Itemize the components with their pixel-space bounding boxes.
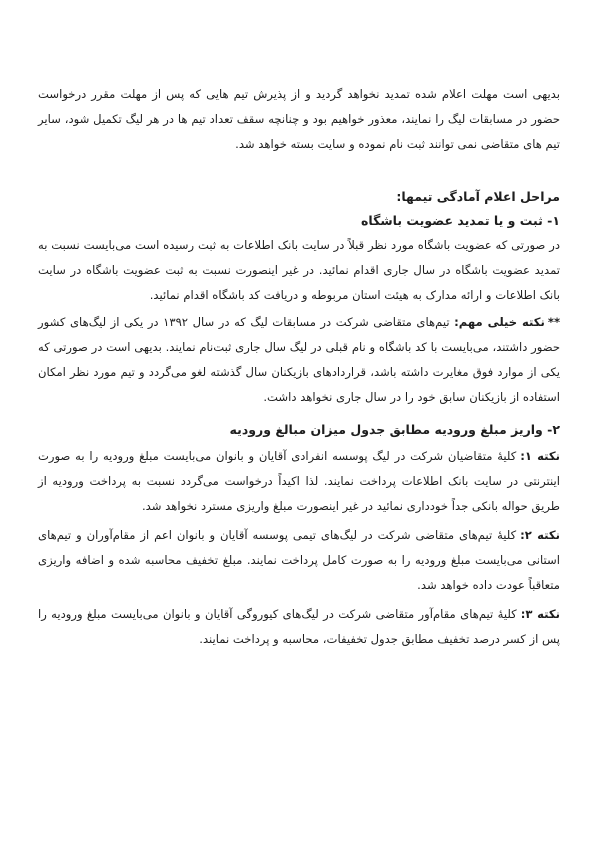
note-2 xyxy=(38,523,560,598)
note-2-label: نکته ۲: xyxy=(520,528,560,542)
note-3 xyxy=(38,602,560,652)
important-note-text: تیم‌های متقاضی شرکت در مسابقات لیگ که در سال ۱۳۹۲ در یکی از لیگ‌های کشور حضور داشتند، می‌بایست با کد باشگاه و نام قبلی در لیگ سال جاری ثبت‌نام نمایند. بدیهی است در صورتی که یکی از موارد فوق مغایرت داشته باشد، قراردادهای بازیکنان سال گذشته لغو می‌گردد و تیم مورد نظر امکان استفاده از بازیکنان سابق خود را در سال جاری نخواهد داشت. xyxy=(38,315,560,404)
note-3-text: کلیهٔ تیم‌های مقام‌آور متقاضی شرکت در لیگ‌های کیوروگی آقایان و بانوان می‌بایست مبلغ ورودیه را پس از کسر درصد تخفیف مطابق جدول تخفیفات، محاسبه و پرداخت نمایند. xyxy=(38,607,560,646)
step1-heading: ۱- ثبت و یا تمدید عضویت باشگاه xyxy=(361,213,560,228)
intro-paragraph: بدیهی است مهلت اعلام شده تمدید نخواهد گردید و از پذیرش تیم هایی که پس از مهلت مقرر درخواست حضور در مسابقات لیگ را نمایند، معذور خواهیم بود و چنانچه سقف تعداد تیم ها در هر لیگ تکمیل شود، سایر تیم های متقاضی نمی توانند ثبت نام نموده و سایت بسته خواهد شد. xyxy=(38,87,560,151)
step2-notes xyxy=(38,444,560,652)
stages-heading: مراحل اعلام آمادگی تیمها: xyxy=(396,189,560,204)
note-3-label: نکته ۳: xyxy=(520,607,561,621)
note-1-text: کلیهٔ متقاضیان شرکت در لیگ پوسسه انفرادی آقایان و بانوان می‌بایست مبلغ ورودیه را به صورت اینترنتی در سایت بانک اطلاعات پرداخت نمایند. لذا اکیداً درخواست می‌گردد نسبت به پرداخت ورودیه از طریق حواله بانکی جداً خودداری نمائید در غیر اینصورت مبلغ واریزی مسترد نخواهد شد. xyxy=(38,449,560,513)
star-marks: ** xyxy=(547,315,561,329)
note-2-text: کلیهٔ تیم‌های متقاضی شرکت در لیگ‌های تیمی پوسسه آقایان و بانوان اعم از مقام‌آوران و تیم‌های استانی می‌بایست مبلغ ورودیه را به صورت کامل پرداخت نمایند. مبلغ تخفیف محاسبه شده و اضافه واریزی متعاقباً عودت داده خواهد شد. xyxy=(38,528,560,592)
note-1-label: نکته ۱: xyxy=(520,449,560,463)
step1-paragraph: در صورتی که عضویت باشگاه مورد نظر قبلاً در سایت بانک اطلاعات به ثبت رسیده است می‌بایست نسبت به تمدید عضویت باشگاه در سال جاری اقدام نمائید. در غیر اینصورت نسبت به ثبت عضویت باشگاه در سایت بانک اطلاعات و ارائه مدارک به هیئت استان مربوطه و دریافت کد باشگاه اقدام نمائید. xyxy=(38,238,560,302)
step2-heading: ۲- واریز مبلغ ورودیه مطابق جدول میزان مبالغ ورودیه xyxy=(229,422,560,437)
important-note xyxy=(38,310,560,410)
important-note-label: نکته خیلی مهم: xyxy=(454,315,545,329)
note-1 xyxy=(38,444,560,519)
